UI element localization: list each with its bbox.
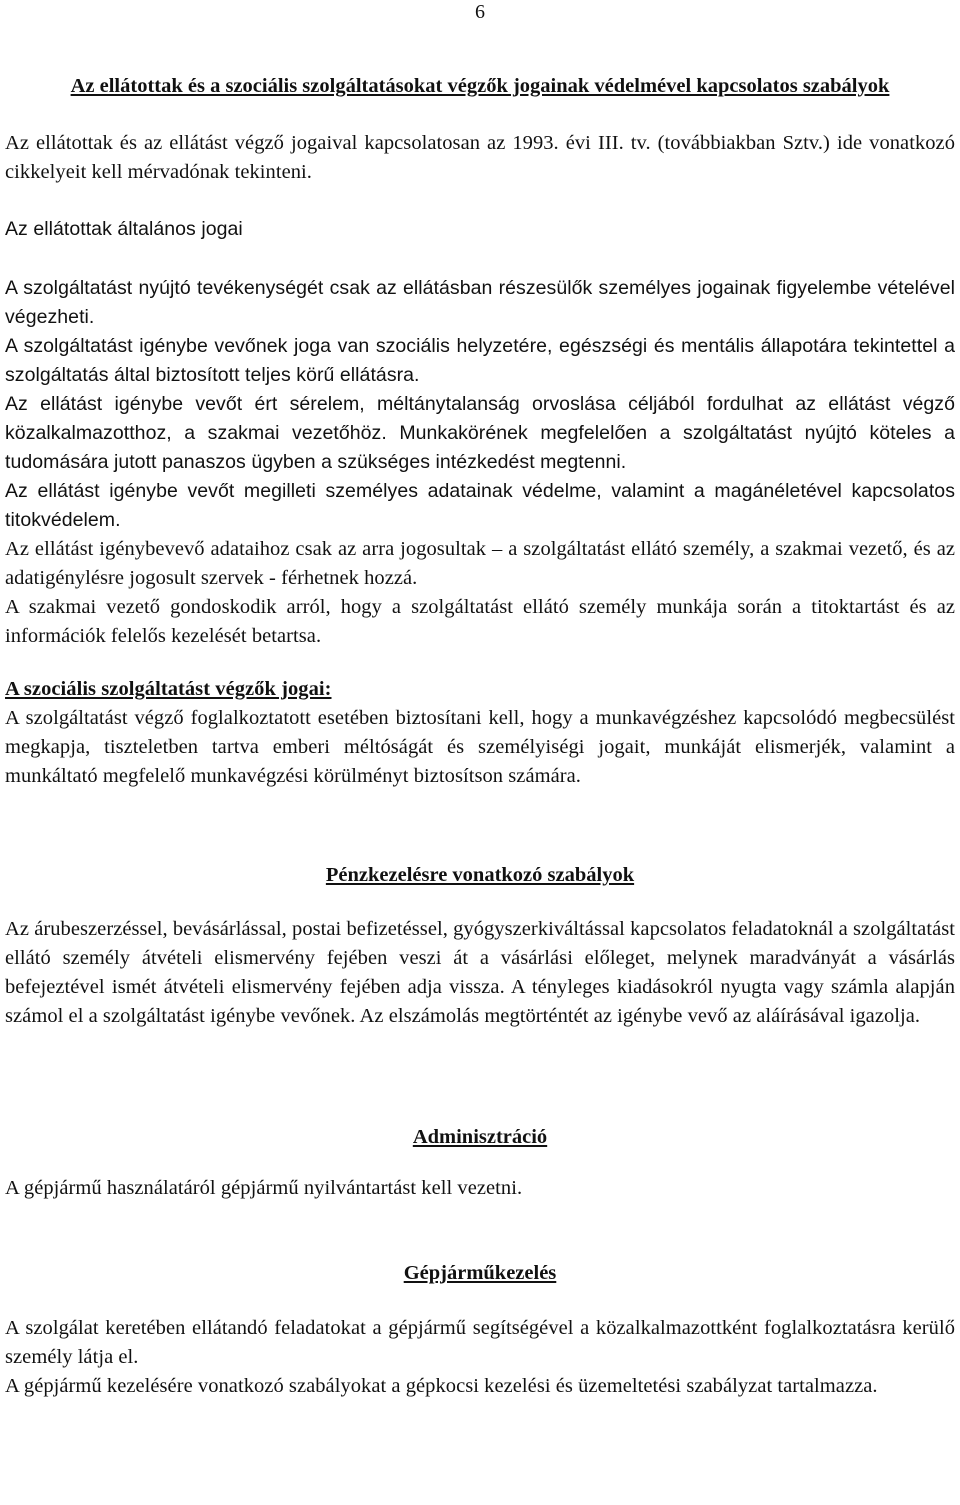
section-heading-money: Pénzkezelésre vonatkozó szabályok (325, 864, 635, 886)
section-heading-vehicle: Gépjárműkezelés (403, 1262, 557, 1284)
section-heading-admin: Adminisztráció (412, 1126, 548, 1148)
document-page (5, 0, 955, 1505)
intro-paragraph: Az ellátottak és az ellátást végző jogaival kapcsolatosan az 1993. évi III. tv. (továbbiakban Sztv.) ide vonatkozó cikkelyeit kell mérvadónak tekinteni. (5, 132, 955, 183)
rights-paragraph-4: Az ellátást igénybe vevőt megilleti személyes adatainak védelme, valamint a magánéletével kapcsolatos titokvédelem. (5, 480, 955, 531)
subheading-general-rights: Az ellátottak általános jogai (5, 218, 243, 240)
rights-paragraph-5: Az ellátást igénybevevő adataihoz csak az arra jogosultak – a szolgáltatást ellátó személy, a szakmai vezető, és az adatigénylésre jogosult szervek - férhetnek hozzá. (5, 538, 955, 589)
vehicle-paragraph-2: A gépjármű kezelésére vonatkozó szabályokat a gépkocsi kezelési és üzemeltetési szabályzat tartalmazza. (5, 1375, 878, 1397)
section-heading-rights: Az ellátottak és a szociális szolgáltatásokat végzők jogainak védelmével kapcsolatos szabályok (70, 75, 890, 97)
vehicle-paragraph-1: A szolgálat keretében ellátandó feladatokat a gépjármű segítségével a közalkalmazottként foglalkoztatásra kerülő személy látja el. (5, 1317, 955, 1368)
money-paragraph: Az árubeszerzéssel, bevásárlással, postai befizetéssel, gyógyszerkiváltással kapcsolatos feladatoknál a szolgáltatást ellátó személy átvételi elismervény fejében veszi át a vásárlási előleget, melynek maradványát a vásárlás befejeztével ismét átvételi elismervény fejében adja vissza. A tényleges kiadásokról nyugta vagy számla alapján számol el a szolgáltatást igénybe vevőnek. Az elszámolás megtörténtét az igénybe vevő az aláírásával igazolja. (5, 918, 955, 1027)
page-content (5, 72, 955, 1401)
page-number: 6 (475, 1, 485, 23)
worker-rights-paragraph: A szolgáltatást végző foglalkoztatott esetében biztosítani kell, hogy a munkavégzéshez kapcsolódó megbecsülést megkapja, tiszteletben tartva emberi méltóságát és személyiségi jogait, munkáját elismerjék, valamint a munkáltató megfelelő munkavégzési körülményt biztosítson számára. (5, 707, 955, 787)
rights-paragraph-1: A szolgáltatást nyújtó tevékenységét csak az ellátásban részesülők személyes jogainak figyelembe vételével végezheti. (5, 277, 955, 328)
rights-paragraph-2: A szolgáltatást igénybe vevőnek joga van szociális helyzetére, egészségi és mentális állapotára tekintettel a szolgáltatás által biztosított teljes körű ellátásra. (5, 335, 955, 386)
rights-paragraph-3: Az ellátást igénybe vevőt ért sérelem, méltánytalanság orvoslása céljából fordulhat az ellátást végző közalkalmazotthoz, a szakmai vezetőhöz. Munkakörének megfelelően a szolgáltatást nyújtó köteles a tudomására jutott panaszos ügyben a szükséges intézkedést megtenni. (5, 393, 955, 473)
rights-paragraph-6: A szakmai vezető gondoskodik arról, hogy a szolgáltatást ellátó személy munkája során a titoktartást és az információk felelős kezelését betartsa. (5, 596, 955, 647)
subheading-worker-rights: A szociális szolgáltatást végzők jogai: (5, 678, 332, 700)
admin-paragraph: A gépjármű használatáról gépjármű nyilvántartást kell vezetni. (5, 1177, 523, 1199)
